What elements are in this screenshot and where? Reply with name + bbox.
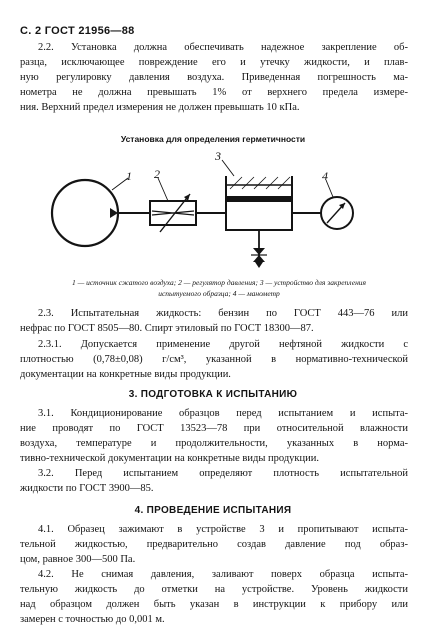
manometer-icon [321,197,353,229]
text-line: 2.3. Испытательная жидкость: бензин по ГОСТ 443—76 или [38,308,408,319]
paragraph-2-3 [20,306,408,336]
paragraph-2-3-1 [20,337,408,382]
text-line: 3.2. Перед испытанием определяют плотность испытательной [38,468,408,479]
drain-valve-icon [251,230,267,268]
compressed-air-source-icon [52,180,118,246]
text-line: разца, исключающее повреждение его и утечку жидкости, и плав- [20,57,408,68]
paragraph-3-2 [20,466,408,496]
paragraph-4-2 [20,567,408,627]
text-line: над образцом должен быть указан в инструкции к прибору или [20,599,408,610]
text-line: ную регулировку давления воздуха. Приведенная погрешность ма- [20,72,408,83]
caption-line: 1 — источник сжатого воздуха; 2 — регулятор давления; 3 — устройство для закрепления [71,278,367,287]
paragraph-3-1 [20,406,408,466]
text-line: 4.2. Не снимая давления, заливают поверх образца испыта- [38,569,408,580]
label-leader [158,178,168,201]
label-4: 4 [322,169,328,183]
text-line: 3.1. Кондиционирование образцов перед испытанием и испыта- [38,408,408,419]
text-line: нометра не должна превышать 1% от верхнего предела измере- [20,87,408,98]
text-line: воздуха, температуре и продолжительности, указанных в норма- [20,438,408,449]
text-line: плотностью (0,78±0,08) г/см³, указанной в нормативно-технической [20,354,408,365]
sample-fixture-icon [226,176,292,230]
figure-caption [28,277,410,299]
section-heading-4: 4. ПРОВЕДЕНИЕ ИСПЫТАНИЯ [134,505,292,516]
page-header: С. 2 ГОСТ 21956—88 [20,25,135,37]
text-line: 4.1. Образец зажимают в устройстве 3 и пропитывают испыта- [38,524,408,535]
text-line: тельную жидкость до отметки на устройстве. Уровень жидкости [20,584,408,595]
section-heading-3: 3. ПОДГОТОВКА К ИСПЫТАНИЮ [128,389,298,400]
text-line: нефрас по ГОСТ 8505—80. Спирт этиловый по ГОСТ 18300—87. [20,323,314,334]
paragraph-4-1 [20,522,408,567]
figure-title: Установка для определения герметичности [120,134,306,144]
label-1: 1 [126,169,132,183]
text-line: документации на конкретные виды продукции. [20,369,231,380]
text-line: 2.3.1. Допускается применение другой нефтяной жидкости с [38,339,408,350]
label-2: 2 [154,167,160,181]
text-line: замерен с точностью до 0,001 м. [20,614,165,625]
text-line: тивно-технической документации на конкретные виды продукции. [20,453,319,464]
text-line: цом, равное 300—500 Па. [20,554,136,565]
text-line: 2.2. Установка должна обеспечивать надежное закрепление об- [38,42,408,53]
text-line: ния. Верхний предел измерения не должен превышать 10 кПа. [20,102,300,113]
text-line: тельной жидкостью, предварительно создав давление под образ- [20,539,408,550]
label-3: 3 [215,149,221,163]
text-line: жидкости по ГОСТ 3900—85. [20,483,154,494]
pressure-regulator-icon [150,194,196,232]
text-line: ние проводят по ГОСТ 13523—78 при относительной влажности [20,423,408,434]
label-leader [222,160,234,176]
caption-line: испытуемого образца; 4 — манометр [158,289,280,298]
